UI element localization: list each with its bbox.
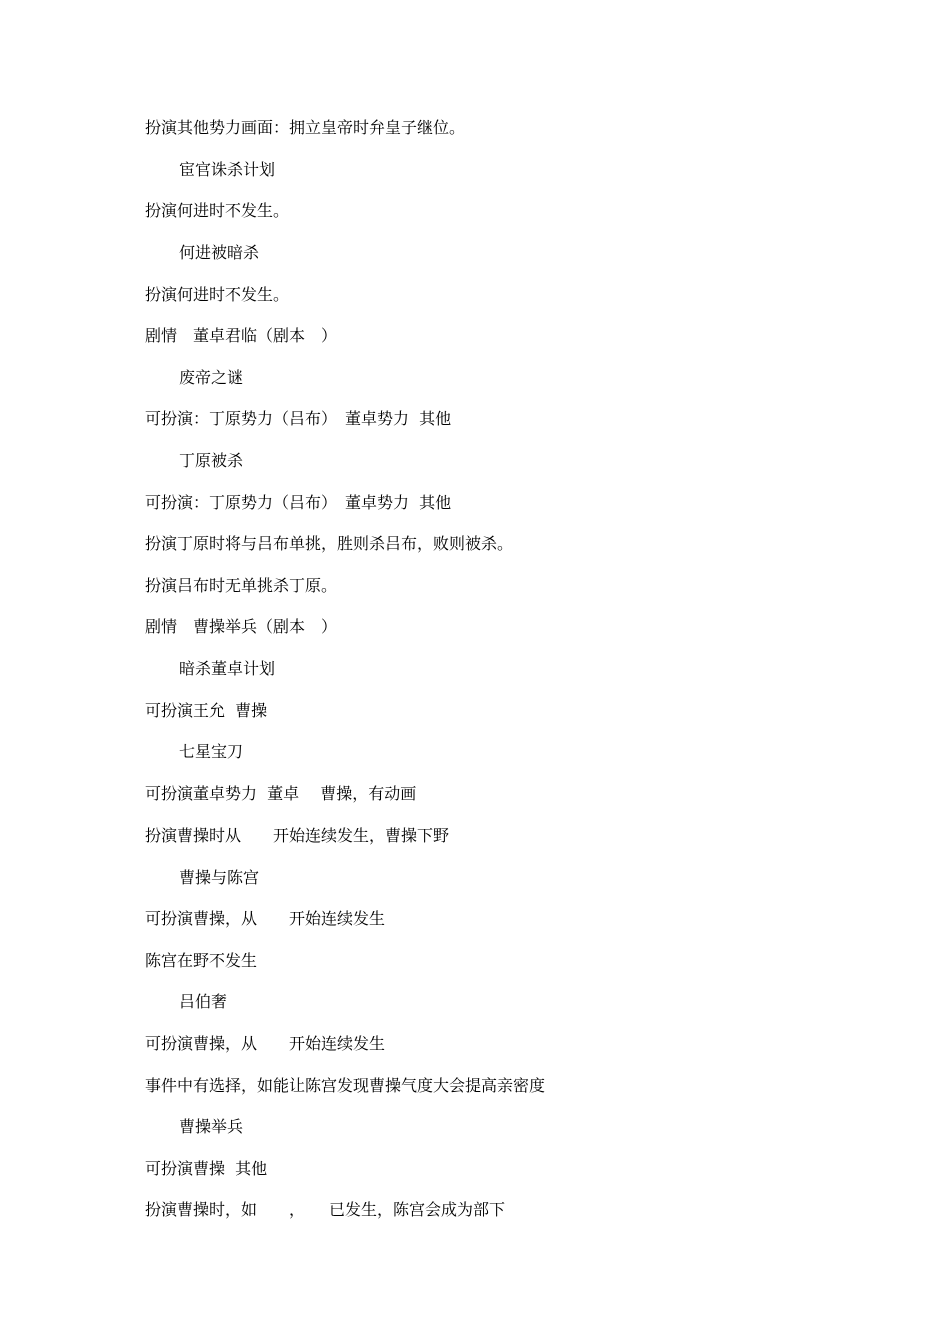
text-line: 可扮演曹操，从 开始连续发生	[145, 1034, 386, 1053]
section-heading: 暗杀董卓计划	[179, 659, 276, 678]
section-heading: 七星宝刀	[179, 742, 244, 761]
text-line: 可扮演：丁原势力（吕布） 董卓势力 其他	[145, 409, 452, 428]
text-line: 扮演曹操时从 开始连续发生，曹操下野	[145, 826, 450, 845]
text-line: 扮演其他势力画面：拥立皇帝时弁皇子继位。	[145, 118, 466, 137]
section-heading: 宦官诛杀计划	[179, 160, 276, 179]
text-line: 扮演何进时不发生。	[145, 285, 290, 304]
text-line: 扮演吕布时无单挑杀丁原。	[145, 576, 338, 595]
text-line: 扮演丁原时将与吕布单挑，胜则杀吕布，败则被杀。	[145, 534, 514, 553]
section-heading: 丁原被杀	[179, 451, 244, 470]
text-line: 陈宫在野不发生	[145, 951, 258, 970]
chapter-heading: 剧情 曹操举兵（剧本 ）	[145, 617, 338, 636]
text-line: 可扮演曹操，从 开始连续发生	[145, 909, 386, 928]
section-heading: 废帝之谜	[179, 368, 244, 387]
text-line: 扮演曹操时，如 ， 已发生，陈宫会成为部下	[145, 1200, 506, 1219]
text-line: 可扮演曹操 其他	[145, 1159, 268, 1178]
text-line: 扮演何进时不发生。	[145, 201, 290, 220]
text-line: 可扮演王允 曹操	[145, 701, 268, 720]
text-line: 可扮演：丁原势力（吕布） 董卓势力 其他	[145, 493, 452, 512]
text-line: 可扮演董卓势力 董卓 曹操，有动画	[145, 784, 417, 803]
section-heading: 吕伯奢	[179, 992, 228, 1011]
section-heading: 何进被暗杀	[179, 243, 260, 262]
section-heading: 曹操与陈宫	[179, 868, 260, 887]
chapter-heading: 剧情 董卓君临（剧本 ）	[145, 326, 338, 345]
text-line: 事件中有选择，如能让陈宫发现曹操气度大会提高亲密度	[145, 1076, 546, 1095]
section-heading: 曹操举兵	[179, 1117, 244, 1136]
